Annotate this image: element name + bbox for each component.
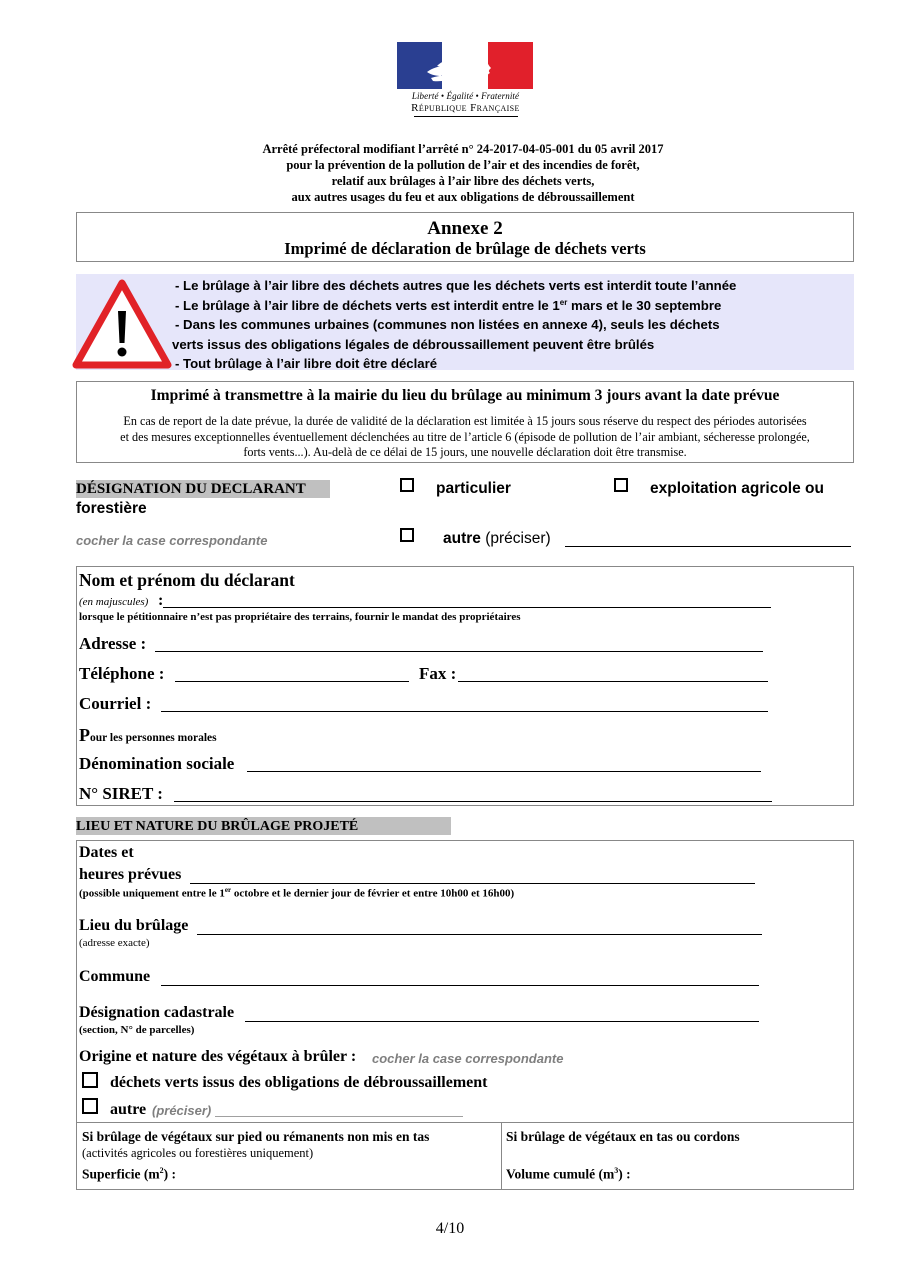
volume-text: Volume cumulé (m [506, 1166, 615, 1182]
superficie-label [82, 1166, 176, 1183]
warning-text [172, 276, 854, 374]
superficie-sup: 2 [159, 1166, 164, 1175]
exploitation-label: exploitation agricole ou [650, 480, 824, 497]
exploitation-checkbox[interactable] [614, 478, 628, 492]
owner-note: lorsque le pétitionnaire n’est pas propriétaire des terrains, fournir le mandat des propriétaires [79, 611, 521, 623]
courriel-input-line[interactable] [161, 696, 768, 712]
marianne-logo-icon [397, 42, 533, 89]
warning-line-4: verts issus des obligations légales de débroussaillement peuvent être brûlés [172, 336, 655, 352]
warning-triangle-icon [72, 279, 172, 369]
warning-line-2-sup: er [559, 297, 568, 307]
commune-input-line[interactable] [161, 970, 759, 986]
decree-line-4: aux autres usages du feu et aux obligations de débroussaillement [291, 190, 635, 204]
designation-hint: cocher la case correspondante [76, 533, 268, 548]
transmission-line-1: En cas de report de la date prévue, la durée de validité de la déclaration est limitée à 15 jours sous réserve du respect des périodes autorisées [123, 414, 807, 428]
telephone-label: Téléphone : [79, 664, 165, 683]
name-hint: (en majuscules) [79, 596, 149, 608]
morales-rest: our les personnes morales [90, 732, 217, 744]
logo-republic-name [397, 102, 534, 114]
autre-label [443, 530, 551, 548]
adresse-label: Adresse : [79, 634, 147, 653]
name-label: Nom et prénom du déclarant [79, 570, 295, 590]
annexe-title: Annexe 2 [427, 218, 503, 239]
logo-republic-text: République Française [411, 102, 520, 114]
dates-input-line[interactable] [190, 868, 755, 884]
superficie-text: Superficie (m [82, 1166, 160, 1182]
denomination-label: Dénomination sociale [79, 754, 235, 773]
decree-line-2: pour la prévention de la pollution de l’air et des incendies de forêt, [286, 158, 640, 172]
table-left-title: Si brûlage de végétaux sur pied ou rémanents non mis en tas [82, 1129, 430, 1144]
autre-suffix: (préciser) [485, 530, 551, 547]
transmission-body [83, 414, 847, 461]
annexe-title-box [76, 212, 854, 262]
autre-vegetaux-label: autre [110, 1101, 147, 1118]
cadastre-input-line[interactable] [245, 1006, 759, 1022]
table-left-cell [77, 1123, 502, 1189]
decree-line-1: Arrêté préfectoral modifiant l’arrêté n° 24-2017-04-05-001 du 05 avril 2017 [262, 142, 664, 156]
dates-note-sup: er [224, 886, 232, 894]
lieu-brulage-hint: (adresse exacte) [79, 937, 150, 949]
volume-end: ) : [618, 1166, 631, 1182]
page-number: 4/10 [435, 1220, 465, 1237]
debrouss-checkbox[interactable] [82, 1072, 98, 1088]
warning-line-1: - Le brûlage à l’air libre des déchets autres que les déchets verts est interdit toute l’année [175, 278, 737, 293]
autre-checkbox[interactable] [400, 528, 414, 542]
cadastre-label: Désignation cadastrale [79, 1004, 235, 1021]
particulier-label: particulier [436, 480, 511, 497]
lieu-section-label: LIEU ET NATURE DU BRÛLAGE PROJETÉ [76, 817, 451, 835]
adresse-input-line[interactable] [155, 636, 763, 652]
denomination-input-line[interactable] [247, 757, 761, 772]
particulier-checkbox[interactable] [400, 478, 414, 492]
volume-label [506, 1166, 631, 1183]
dates-label-2: heures prévues [79, 866, 182, 883]
morales-label [79, 725, 217, 746]
origine-label: Origine et nature des végétaux à brûler : [79, 1048, 357, 1065]
warning-line-2-start: - Le brûlage à l’air libre de déchets verts est interdit entre le 1 [175, 297, 560, 313]
autre-label-text: autre [443, 530, 481, 547]
lieu-brulage-label: Lieu du brûlage [79, 917, 189, 934]
decree-line-3: relatif aux brûlages à l’air libre des déchets verts, [331, 174, 595, 188]
warning-line-3: - Dans les communes urbaines (communes non listées en annexe 4), seuls les déchets [175, 317, 720, 332]
warning-line-2 [172, 296, 854, 316]
annexe-subtitle: Imprimé de déclaration de brûlage de déchets verts [284, 239, 646, 258]
origine-hint: cocher la case correspondante [372, 1051, 564, 1066]
name-colon: : [158, 592, 164, 609]
logo-underline [414, 116, 518, 117]
decree-header [140, 141, 786, 205]
cadastre-hint: (section, N° de parcelles) [79, 1024, 195, 1036]
name-input-line[interactable] [163, 593, 771, 608]
warning-line-5: - Tout brûlage à l’air libre doit être déclaré [175, 356, 438, 371]
autre-vegetaux-hint: (préciser) [152, 1103, 212, 1118]
table-left-note: (activités agricoles ou forestières uniquement) [82, 1146, 314, 1160]
autre-vegetaux-checkbox[interactable] [82, 1098, 98, 1114]
dates-note [79, 886, 514, 900]
logo-motto: Liberté • Égalité • Fraternité [411, 91, 520, 101]
lieu-box [76, 840, 854, 1123]
debrouss-label: déchets verts issus des obligations de débroussaillement [110, 1074, 488, 1091]
fax-label: Fax : [419, 664, 457, 683]
dates-note-a: (possible uniquement entre le 1 [79, 887, 225, 900]
transmission-line-2: et des mesures exceptionnelles éventuellement déclenchées au titre de l’article 6 (épisode de pollution de l’air ambiant, sécheresse prolongée, [120, 429, 810, 444]
transmission-heading: Imprimé à transmettre à la mairie du lieu du brûlage au minimum 3 jours avant la date prévue [150, 387, 780, 404]
superficie-end: ) : [163, 1166, 176, 1182]
morales-cap: P [79, 725, 90, 745]
fax-input-line[interactable] [458, 666, 768, 682]
volume-sup: 3 [614, 1166, 619, 1175]
declarant-box [76, 566, 854, 806]
dates-label-1: Dates et [79, 844, 134, 861]
siret-label: N° SIRET : [79, 784, 163, 803]
commune-label: Commune [79, 968, 151, 985]
warning-line-2-end: mars et le 30 septembre [567, 297, 722, 313]
autre-input-line[interactable] [565, 532, 851, 547]
vegetaux-table [76, 1122, 854, 1190]
table-right-cell [502, 1123, 852, 1189]
transmission-box [76, 381, 854, 463]
forestiere-label: forestière [76, 500, 147, 517]
autre-vegetaux-input-line[interactable] [215, 1102, 463, 1117]
designation-section-label: DÉSIGNATION DU DECLARANT [76, 480, 330, 498]
courriel-label: Courriel : [79, 694, 152, 713]
transmission-line-3: forts vents...). Au-delà de ce délai de 15 jours, une nouvelle déclaration doit être transmise. [243, 445, 687, 459]
siret-input-line[interactable] [174, 786, 772, 802]
lieu-brulage-input-line[interactable] [197, 919, 762, 935]
republic-logo [397, 42, 534, 117]
table-right-title: Si brûlage de végétaux en tas ou cordons [506, 1129, 740, 1144]
dates-note-b: octobre et le dernier jour de février et entre 10h00 et 16h00) [231, 887, 515, 900]
telephone-input-line[interactable] [175, 666, 409, 682]
